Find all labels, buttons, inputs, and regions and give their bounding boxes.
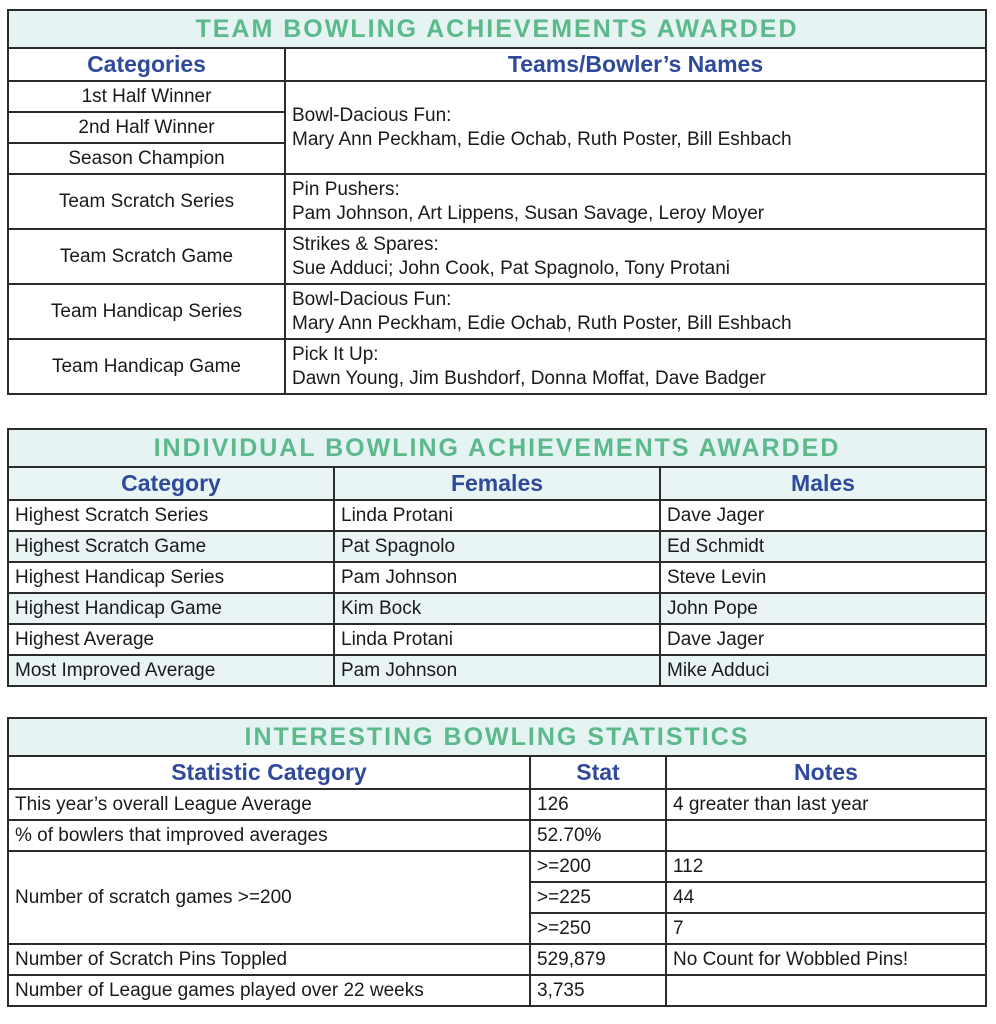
individual-category: Highest Handicap Series <box>8 562 334 593</box>
stat-value: 52.70% <box>530 820 666 851</box>
team-header-names: Teams/Bowler’s Names <box>285 48 986 81</box>
stat-notes: 44 <box>666 882 986 913</box>
individual-header-category: Category <box>8 467 334 500</box>
individual-female: Kim Bock <box>334 593 660 624</box>
individual-achievements-table <box>7 428 987 687</box>
individual-header-males: Males <box>660 467 986 500</box>
team-category: Team Scratch Game <box>8 229 285 284</box>
stat-value: >=250 <box>530 913 666 944</box>
team-category: Team Handicap Series <box>8 284 285 339</box>
individual-male: Ed Schmidt <box>660 531 986 562</box>
individual-female: Pam Johnson <box>334 562 660 593</box>
individual-header-females: Females <box>334 467 660 500</box>
table-row <box>8 655 986 686</box>
individual-category: Highest Handicap Game <box>8 593 334 624</box>
stat-notes <box>666 820 986 851</box>
stats-table-title: INTERESTING BOWLING STATISTICS <box>8 718 986 756</box>
table-row <box>8 562 986 593</box>
team-members: Sue Adduci; John Cook, Pat Spagnolo, Tony Protani <box>292 257 731 279</box>
team-achievements-table <box>7 9 987 395</box>
team-category: 1st Half Winner <box>8 81 285 112</box>
individual-male: Dave Jager <box>660 624 986 655</box>
stat-notes: No Count for Wobbled Pins! <box>666 944 986 975</box>
individual-category: Highest Average <box>8 624 334 655</box>
team-members: Mary Ann Peckham, Edie Ochab, Ruth Poster, Bill Eshbach <box>292 128 792 150</box>
individual-category: Highest Scratch Series <box>8 500 334 531</box>
individual-category: Highest Scratch Game <box>8 531 334 562</box>
stat-category: Number of scratch games >=200 <box>8 851 530 944</box>
stat-value: >=225 <box>530 882 666 913</box>
stat-category: Number of League games played over 22 weeks <box>8 975 530 1006</box>
individual-female: Linda Protani <box>334 624 660 655</box>
individual-table-title: INDIVIDUAL BOWLING ACHIEVEMENTS AWARDED <box>8 429 986 467</box>
team-members: Dawn Young, Jim Bushdorf, Donna Moffat, Dave Badger <box>292 367 766 389</box>
team-names <box>285 284 986 339</box>
team-members: Pam Johnson, Art Lippens, Susan Savage, Leroy Moyer <box>292 202 765 224</box>
team-name: Pick It Up: <box>292 343 379 365</box>
team-name: Bowl-Dacious Fun: <box>292 104 452 126</box>
team-category: 2nd Half Winner <box>8 112 285 143</box>
table-row <box>8 624 986 655</box>
individual-category: Most Improved Average <box>8 655 334 686</box>
stat-value: 3,735 <box>530 975 666 1006</box>
team-header-categories: Categories <box>8 48 285 81</box>
table-row <box>8 944 986 975</box>
stat-notes: 112 <box>666 851 986 882</box>
table-row <box>8 975 986 1006</box>
team-name: Pin Pushers: <box>292 178 400 200</box>
team-name: Bowl-Dacious Fun: <box>292 288 452 310</box>
team-names <box>285 81 986 174</box>
statistics-table <box>7 717 987 1007</box>
individual-male: Dave Jager <box>660 500 986 531</box>
stats-header-category: Statistic Category <box>8 756 530 789</box>
stat-notes <box>666 975 986 1006</box>
individual-male: John Pope <box>660 593 986 624</box>
team-names <box>285 229 986 284</box>
table-row <box>8 789 986 820</box>
individual-female: Linda Protani <box>334 500 660 531</box>
team-name: Strikes & Spares: <box>292 233 439 255</box>
stat-value: >=200 <box>530 851 666 882</box>
stat-category: Number of Scratch Pins Toppled <box>8 944 530 975</box>
stats-header-notes: Notes <box>666 756 986 789</box>
team-names <box>285 339 986 394</box>
stat-category: This year’s overall League Average <box>8 789 530 820</box>
team-category: Season Champion <box>8 143 285 174</box>
stat-value: 529,879 <box>530 944 666 975</box>
team-table-title: TEAM BOWLING ACHIEVEMENTS AWARDED <box>8 10 986 48</box>
individual-male: Steve Levin <box>660 562 986 593</box>
stat-value: 126 <box>530 789 666 820</box>
table-row <box>8 531 986 562</box>
table-row <box>8 851 986 882</box>
stat-notes: 7 <box>666 913 986 944</box>
individual-female: Pam Johnson <box>334 655 660 686</box>
team-members: Mary Ann Peckham, Edie Ochab, Ruth Poster, Bill Eshbach <box>292 312 792 334</box>
stat-notes: 4 greater than last year <box>666 789 986 820</box>
team-category: Team Handicap Game <box>8 339 285 394</box>
stat-category: % of bowlers that improved averages <box>8 820 530 851</box>
table-row <box>8 593 986 624</box>
team-names <box>285 174 986 229</box>
table-row <box>8 820 986 851</box>
individual-female: Pat Spagnolo <box>334 531 660 562</box>
table-row <box>8 500 986 531</box>
individual-male: Mike Adduci <box>660 655 986 686</box>
team-category: Team Scratch Series <box>8 174 285 229</box>
stats-header-stat: Stat <box>530 756 666 789</box>
